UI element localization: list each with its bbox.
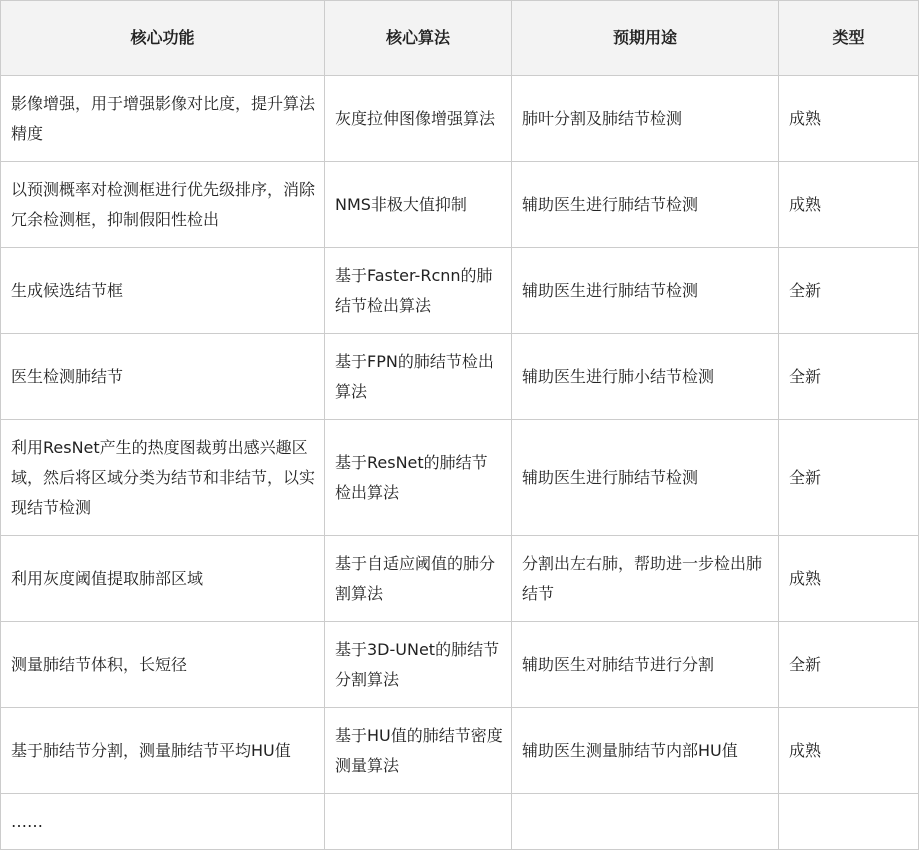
table-row [1, 536, 919, 622]
table-row [1, 162, 919, 248]
cell-type: 全新 [779, 334, 919, 420]
cell-type: 全新 [779, 622, 919, 708]
cell-algorithm: 基于ResNet的肺结节检出算法 [325, 420, 512, 536]
cell-type [779, 794, 919, 850]
table-row [1, 622, 919, 708]
cell-type: 成熟 [779, 162, 919, 248]
table-row [1, 248, 919, 334]
cell-function: 基于肺结节分割，测量肺结节平均HU值 [1, 708, 325, 794]
cell-use: 分割出左右肺，帮助进一步检出肺结节 [512, 536, 779, 622]
cell-function: …… [1, 794, 325, 850]
cell-use [512, 794, 779, 850]
cell-use: 辅助医生对肺结节进行分割 [512, 622, 779, 708]
cell-use: 辅助医生进行肺小结节检测 [512, 334, 779, 420]
header-row [1, 1, 919, 76]
cell-algorithm: 基于FPN的肺结节检出算法 [325, 334, 512, 420]
cell-use: 辅助医生进行肺结节检测 [512, 248, 779, 334]
cell-function: 利用ResNet产生的热度图裁剪出感兴趣区域，然后将区域分类为结节和非结节，以实现结节检测 [1, 420, 325, 536]
cell-function: 以预测概率对检测框进行优先级排序，消除冗余检测框，抑制假阳性检出 [1, 162, 325, 248]
cell-type: 成熟 [779, 536, 919, 622]
header-intended-use: 预期用途 [512, 1, 779, 76]
cell-algorithm: 基于自适应阈值的肺分割算法 [325, 536, 512, 622]
cell-type: 成熟 [779, 708, 919, 794]
cell-use: 辅助医生进行肺结节检测 [512, 420, 779, 536]
cell-type: 全新 [779, 420, 919, 536]
cell-algorithm: 基于3D-UNet的肺结节分割算法 [325, 622, 512, 708]
table-row [1, 708, 919, 794]
cell-function: 利用灰度阈值提取肺部区域 [1, 536, 325, 622]
cell-algorithm: NMS非极大值抑制 [325, 162, 512, 248]
header-core-algorithm: 核心算法 [325, 1, 512, 76]
cell-function: 影像增强，用于增强影像对比度，提升算法精度 [1, 76, 325, 162]
header-type: 类型 [779, 1, 919, 76]
cell-use: 辅助医生进行肺结节检测 [512, 162, 779, 248]
cell-algorithm: 基于HU值的肺结节密度测量算法 [325, 708, 512, 794]
table-row [1, 794, 919, 850]
cell-type: 全新 [779, 248, 919, 334]
cell-type: 成熟 [779, 76, 919, 162]
cell-function: 测量肺结节体积，长短径 [1, 622, 325, 708]
cell-algorithm [325, 794, 512, 850]
cell-function: 生成候选结节框 [1, 248, 325, 334]
cell-use: 肺叶分割及肺结节检测 [512, 76, 779, 162]
table-row [1, 76, 919, 162]
table-row [1, 334, 919, 420]
cell-algorithm: 基于Faster-Rcnn的肺结节检出算法 [325, 248, 512, 334]
cell-function: 医生检测肺结节 [1, 334, 325, 420]
cell-use: 辅助医生测量肺结节内部HU值 [512, 708, 779, 794]
table-row [1, 420, 919, 536]
header-core-function: 核心功能 [1, 1, 325, 76]
cell-algorithm: 灰度拉伸图像增强算法 [325, 76, 512, 162]
